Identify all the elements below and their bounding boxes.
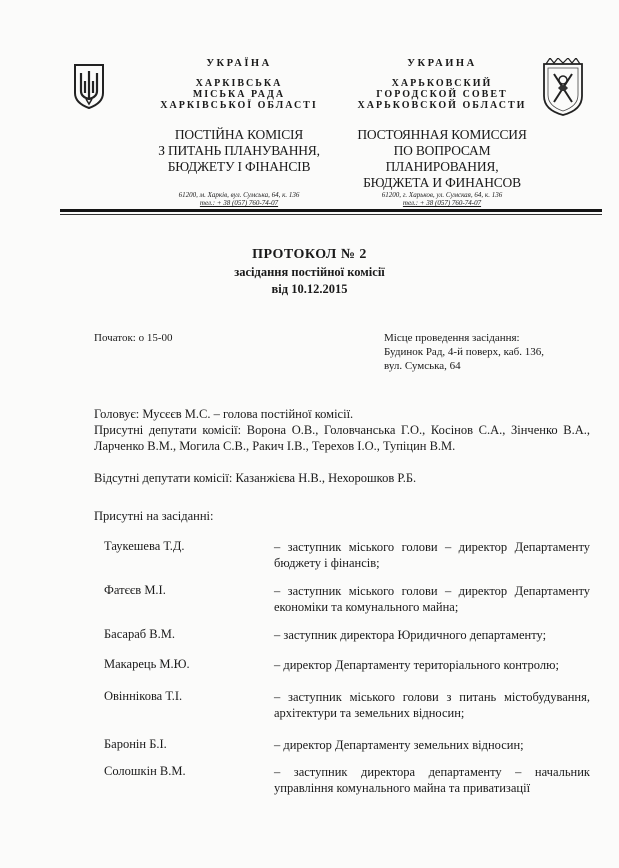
address-line: 61200, г. Харьков, ул. Сумская, 64, к. 136: [381, 191, 503, 199]
header-divider-thick: [60, 209, 602, 212]
attendee-name: Таукешева Т.Д.: [104, 539, 185, 553]
address-ru: [342, 191, 542, 207]
council-line: ХАРКІВСЬКОЇ ОБЛАСТІ: [160, 100, 318, 111]
country-name-ru: УКРАИНА: [407, 58, 477, 69]
start-time: Початок: о 15-00: [94, 332, 173, 344]
council-name-ru: [342, 78, 542, 111]
address-line: 61200, м. Харків, вул. Сумська, 64, к. 136: [178, 191, 300, 199]
present-at-meeting-heading: Присутні на засіданні:: [94, 509, 214, 523]
meeting-venue: [384, 331, 544, 373]
commission-line: ПО ВОПРОСАМ ПЛАНИРОВАНИЯ,: [385, 143, 499, 174]
address-ua: [144, 191, 334, 207]
commission-line: ПОСТІЙНА КОМІСІЯ: [174, 127, 304, 142]
attendee-role: – директор Департаменту земельних відносин;: [274, 738, 524, 752]
commission-name-ru: [342, 127, 542, 191]
commission-name-ua: [144, 127, 334, 175]
commission-line: ПОСТОЯННАЯ КОМИССИЯ: [357, 127, 527, 142]
council-name-ua: [144, 78, 334, 111]
chair-line: Головує: Мусєєв М.С. – голова постійної комісії.: [94, 407, 354, 421]
trident-emblem-icon: [72, 63, 106, 109]
attendee-role: – директор Департаменту територіального контролю;: [274, 658, 559, 672]
commission-line: З ПИТАНЬ ПЛАНУВАННЯ,: [158, 143, 320, 158]
venue-line: Будинок Рад, 4-й поверх, каб. 136,: [384, 346, 545, 358]
attendee-role: – заступник директора Юридичного департаменту;: [274, 628, 547, 642]
attendee-name: Солошкін В.М.: [104, 764, 186, 778]
protocol-date: від 10.12.2015: [271, 282, 348, 296]
council-line: ХАРЬКОВСКОЙ ОБЛАСТИ: [357, 100, 527, 111]
header-divider-thin: [60, 214, 602, 215]
protocol-title: ПРОТОКОЛ № 2: [252, 247, 367, 262]
attendee-name: Басараб В.М.: [104, 627, 175, 641]
venue-line: Місце проведення засідання:: [384, 332, 520, 344]
attendee-role: – заступник міського голови – директор Департаменту економіки та комунального майна;: [274, 584, 590, 614]
protocol-subtitle: засідання постійної комісії: [234, 265, 385, 279]
attendee-role: – заступник міського голови – директор Департаменту бюджету і фінансів;: [274, 540, 590, 570]
council-line: МІСЬКА РАДА: [192, 89, 286, 100]
absent-deputies: Відсутні депутати комісії: Казанжієва Н.В., Нехорошков Р.Б.: [94, 471, 417, 485]
city-coat-of-arms-icon: [540, 58, 586, 116]
council-line: ХАРЬКОВСКИЙ: [391, 78, 493, 89]
attendee-name: Фатєєв М.І.: [104, 583, 166, 597]
attendee-name: Макарець М.Ю.: [104, 657, 190, 671]
council-line: ХАРКІВСЬКА: [195, 78, 283, 89]
commission-line: БЮДЖЕТУ І ФІНАНСІВ: [167, 159, 311, 174]
commission-line: БЮДЖЕТА И ФИНАНСОВ: [363, 175, 521, 190]
attendee-role: – заступник міського голови з питань містобудування, архітектури та земельних відносин;: [274, 690, 590, 720]
attendee-name: Баронін Б.І.: [104, 737, 167, 751]
council-line: ГОРОДСКОЙ СОВЕТ: [376, 89, 508, 100]
attendee-role: – заступник директора департаменту – начальник управління комунального майна та приватизації: [274, 765, 590, 795]
phone-line: тел.: + 38 (057) 760-74-07: [199, 199, 279, 207]
present-deputies: Присутні депутати комісії: Ворона О.В., Головчанська Г.О., Косінов С.А., Зінченко В.А., Ларченко В.М., Могила С.В., Ракич І.В., Терехов І.О., Тупіцин В.М.: [94, 423, 590, 453]
attendee-name: Овіннікова Т.І.: [104, 689, 183, 703]
venue-line: вул. Сумська, 64: [384, 360, 461, 372]
country-name-ua: УКРАЇНА: [206, 58, 272, 69]
phone-line: тел.: + 38 (057) 760-74-07: [402, 199, 482, 207]
